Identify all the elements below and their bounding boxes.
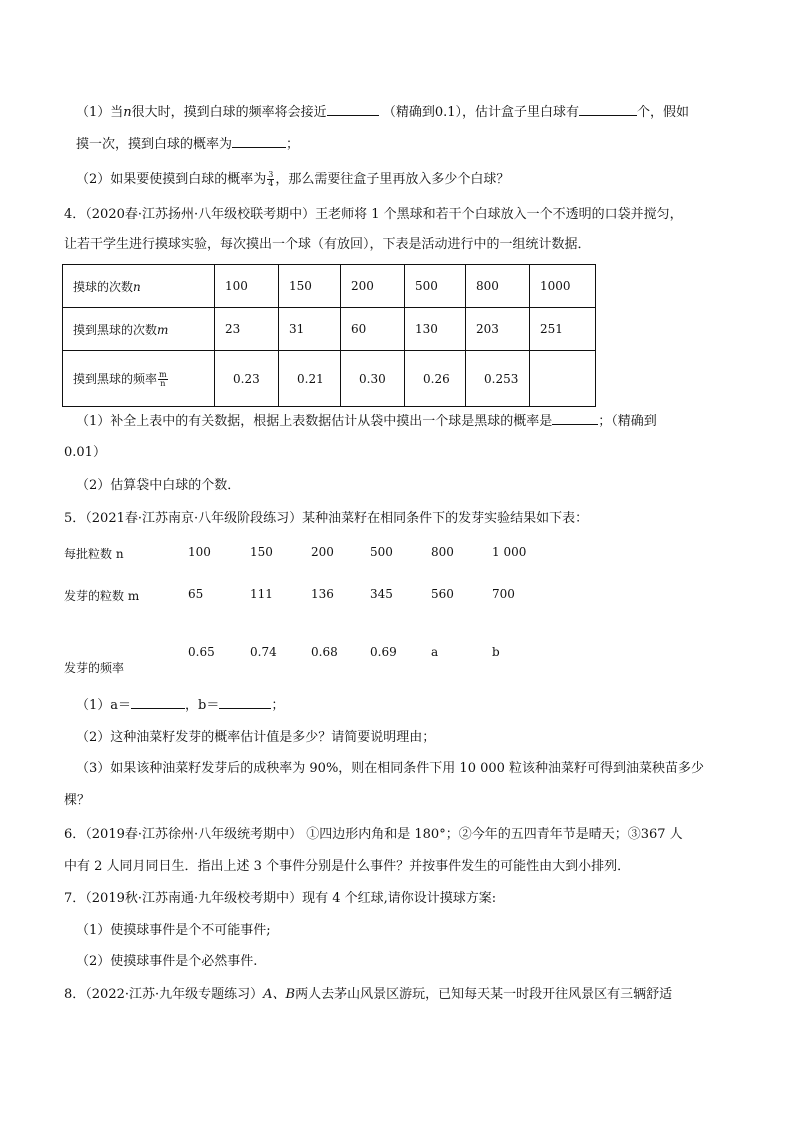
table-cell: 700: [492, 587, 515, 601]
table-cell: 500: [370, 545, 393, 559]
q4-subquestion-1-line2: 0.01）: [64, 445, 106, 460]
table-cell: 203: [466, 308, 530, 351]
row-label: 摸到黑球的次数m: [63, 308, 215, 351]
q4-data-table: [62, 264, 596, 407]
table-cell: 0.74: [250, 645, 277, 659]
table-cell: 800: [466, 265, 530, 308]
table-cell: 251: [530, 308, 596, 351]
table-cell: 0.23: [215, 351, 279, 407]
table-cell: 500: [405, 265, 466, 308]
answer-blank[interactable]: [232, 135, 286, 148]
table-cell: 560: [431, 587, 454, 601]
table-cell: 200: [311, 545, 334, 559]
q3-part1-line1: （1）当n很大时，摸到白球的频率将会接近 （精确到0.1），估计盒子里白球有 个，假如: [76, 105, 690, 120]
table-cell: 1000: [530, 265, 596, 308]
table-cell: 23: [215, 308, 279, 351]
q4-subquestion-1-line1: （1）补全上表中的有关数据，根据上表数据估计从袋中摸出一个球是黑球的概率是 ；（精确到: [76, 414, 657, 429]
table-cell: 0.30: [341, 351, 405, 407]
table-row: [63, 265, 596, 308]
table-cell: 800: [431, 545, 454, 559]
answer-blank[interactable]: [552, 412, 598, 425]
q5-subquestion-1: （1）a＝ ，b＝ ；: [76, 698, 285, 713]
q4-intro-line1: 4．（2020春·江苏扬州·八年级校联考期中）王老师将 1 个黑球和若干个白球放入一个不透明的口袋并搅匀，: [64, 207, 683, 222]
table-cell: 0.65: [188, 645, 215, 659]
answer-blank[interactable]: [327, 103, 379, 116]
fraction-three-quarters: $\frac{3}{4}$: [268, 170, 274, 188]
table-cell: 345: [370, 587, 393, 601]
q3-part1-line2: 摸一次，摸到白球的概率为 ；: [76, 137, 300, 152]
q8-line1: 8．（2022·江苏·九年级专题练习）A、B两人去茅山风景区游玩，已知每天某一时段开往风景区有三辆舒适: [64, 987, 673, 1002]
table-cell: 0.26: [405, 351, 466, 407]
table-cell: 111: [250, 587, 273, 601]
q7-subquestion-2: （2）使摸球事件是个必然事件.: [76, 954, 258, 969]
table-cell: 31: [279, 308, 341, 351]
table-cell: 65: [188, 587, 204, 601]
table-cell: 200: [341, 265, 405, 308]
q4-subquestion-2: （2）估算袋中白球的个数．: [76, 478, 241, 493]
table-cell: a: [431, 645, 439, 659]
row-label: 摸球的次数n: [63, 265, 215, 308]
table-cell: 130: [405, 308, 466, 351]
fraction-m-over-n: $\frac{m}{n}$: [159, 369, 167, 388]
q5-subquestion-3-line2: 棵？: [64, 793, 91, 808]
table-cell: 0.69: [370, 645, 397, 659]
q3-part2: （2）如果要使摸到白球的概率为 $\frac{3}{4}$ ，那么需要往盒子里再放入多少个白球？: [76, 170, 510, 188]
table-cell: 0.253: [466, 351, 530, 407]
q4-intro-line2: 让若干学生进行摸球实验，每次摸出一个球（有放回），下表是活动进行中的一组统计数据．: [64, 237, 591, 252]
table-cell: 0.21: [279, 351, 341, 407]
row-label: 发芽的频率: [64, 661, 125, 675]
table-cell: 0.68: [311, 645, 338, 659]
table-cell: 136: [311, 587, 334, 601]
table-row: [63, 351, 596, 407]
q5-subquestion-2: （2）这种油菜籽发芽的概率估计值是多少？请简要说明理由；: [76, 730, 436, 745]
table-cell: 1 000: [492, 545, 527, 559]
answer-blank-a[interactable]: [131, 696, 185, 709]
table-cell: 100: [188, 545, 211, 559]
q5-intro: 5．（2021春·江苏南京·八年级阶段练习）某种油菜籽在相同条件下的发芽实验结果如下表：: [64, 511, 589, 526]
table-cell: 60: [341, 308, 405, 351]
table-cell: 150: [250, 545, 273, 559]
q7-subquestion-1: （1）使摸球事件是个不可能事件;: [76, 923, 271, 938]
table-cell-empty[interactable]: [530, 351, 596, 407]
row-label: 每批粒数 n: [64, 547, 124, 561]
answer-blank[interactable]: [579, 103, 637, 116]
table-cell: 150: [279, 265, 341, 308]
q6-line1: 6．（2019春·江苏徐州·八年级统考期中） ①四边形内角和是 180°；②今年的五四青年节是晴天；③367 人: [64, 827, 683, 842]
row-label: 摸到黑球的频率 $\frac{m}{n}$: [63, 351, 215, 407]
row-label: 发芽的粒数 m: [64, 589, 140, 603]
q6-line2: 中有 2 人同月同日生．指出上述 3 个事件分别是什么事件？并按事件发生的可能性由大到小排列．: [64, 859, 631, 874]
answer-blank-b[interactable]: [219, 696, 271, 709]
table-cell: 100: [215, 265, 279, 308]
table-cell: b: [492, 645, 500, 659]
q7-intro: 7．（2019秋·江苏南通·九年级校考期中）现有 4 个红球,请你设计摸球方案:: [64, 891, 497, 906]
table-row: [63, 308, 596, 351]
q5-subquestion-3-line1: （3）如果该种油菜籽发芽后的成秧率为 90%，则在相同条件下用 10 000 粒该种油菜籽可得到油菜秧苗多少: [76, 761, 705, 776]
